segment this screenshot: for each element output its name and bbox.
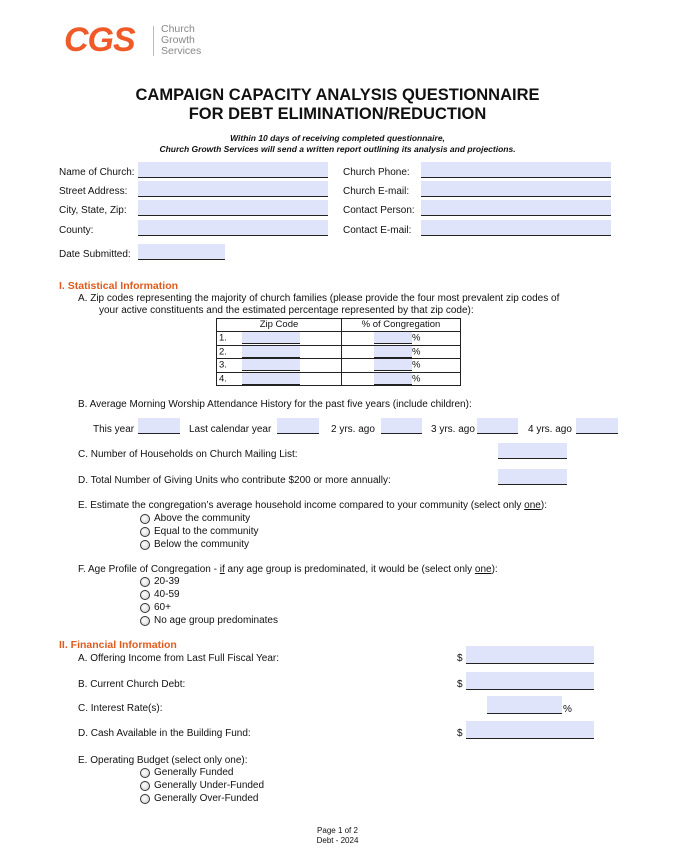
percent-sign-c: % — [563, 704, 572, 715]
pct-sign: % — [412, 373, 421, 385]
contact-email-label: Contact E-mail: — [343, 225, 412, 236]
zip-field-2[interactable] — [242, 346, 300, 358]
question-1f-one: one — [474, 564, 492, 575]
pct-field-1[interactable] — [374, 332, 412, 344]
two-years-label: 2 yrs. ago — [331, 424, 375, 435]
zip-cell — [217, 332, 342, 346]
document-code: Debt - 2024 — [316, 836, 359, 845]
table-row — [217, 359, 461, 373]
dollar-sign-b: $ — [457, 679, 463, 690]
last-year-field[interactable] — [277, 418, 319, 434]
dollar-sign-d: $ — [457, 728, 463, 739]
zip-code-table — [216, 318, 461, 386]
church-name-field[interactable] — [138, 162, 328, 178]
question-2d-label: D. Cash Available in the Building Fund: — [78, 728, 251, 739]
phone-field[interactable] — [421, 162, 611, 178]
logo-divider — [153, 26, 154, 56]
four-years-field[interactable] — [576, 418, 618, 434]
budget-funded-radio[interactable] — [140, 768, 150, 778]
income-equal-radio[interactable] — [140, 527, 150, 537]
giving-units-field[interactable] — [498, 469, 567, 485]
city-label: City, State, Zip: — [59, 205, 127, 216]
budget-over-label: Generally Over-Funded — [154, 793, 259, 804]
page-footer — [0, 826, 675, 846]
zip-field-3[interactable] — [242, 359, 300, 371]
pct-field-2[interactable] — [374, 346, 412, 358]
title-line-1: CAMPAIGN CAPACITY ANALYSIS QUESTIONNAIRE — [135, 86, 540, 104]
zip-cell — [217, 345, 342, 359]
age-20-39-radio[interactable] — [140, 577, 150, 587]
logo-text-3: Services — [161, 45, 202, 57]
table-row — [217, 345, 461, 359]
pct-sign: % — [412, 359, 421, 371]
last-year-label: Last calendar year — [189, 424, 272, 435]
email-field[interactable] — [421, 181, 611, 197]
county-field[interactable] — [138, 220, 328, 236]
email-label: Church E-mail: — [343, 186, 410, 197]
income-equal-label: Equal to the community — [154, 526, 259, 537]
question-2a-label: A. Offering Income from Last Full Fiscal Year: — [78, 653, 280, 664]
age-none-radio[interactable] — [140, 616, 150, 626]
age-60-plus-radio[interactable] — [140, 603, 150, 613]
age-40-59-label: 40-59 — [154, 589, 180, 600]
question-2c-label: C. Interest Rate(s): — [78, 703, 163, 714]
street-label: Street Address: — [59, 186, 128, 197]
budget-funded-label: Generally Funded — [154, 767, 234, 778]
interest-rate-field[interactable] — [487, 696, 562, 714]
intro-line-2: Church Growth Services will send a written report outlining its analysis and projections. — [159, 144, 516, 154]
zip-table-header — [217, 319, 461, 332]
four-years-label: 4 yrs. ago — [528, 424, 572, 435]
age-none-label: No age group predominates — [154, 615, 278, 626]
dollar-sign-a: $ — [457, 653, 463, 664]
zip-col-header: Zip Code — [217, 319, 342, 332]
pct-field-4[interactable] — [374, 373, 412, 385]
county-label: County: — [59, 225, 94, 236]
city-field[interactable] — [138, 200, 328, 216]
page-title — [0, 86, 675, 124]
contact-person-label: Contact Person: — [343, 205, 415, 216]
income-below-radio[interactable] — [140, 540, 150, 550]
question-1b-label: B. Average Morning Worship Attendance History for the past five years (include children): — [78, 399, 472, 410]
pct-cell — [342, 345, 461, 359]
logo-text-2: Growth — [161, 34, 195, 46]
zip-cell — [217, 372, 342, 386]
contact-email-field[interactable] — [421, 220, 611, 236]
this-year-field[interactable] — [138, 418, 180, 434]
logo-mark: CGS — [64, 21, 135, 59]
section-2-heading: II. Financial Information — [59, 639, 177, 651]
section-1-heading: I. Statistical Information — [59, 280, 179, 292]
pct-sign: % — [412, 346, 421, 358]
pct-field-3[interactable] — [374, 359, 412, 371]
contact-person-field[interactable] — [421, 200, 611, 216]
question-2b-label: B. Current Church Debt: — [78, 679, 186, 690]
street-field[interactable] — [138, 181, 328, 197]
row-number: 1. — [219, 332, 227, 344]
table-row — [217, 372, 461, 386]
age-60-plus-label: 60+ — [154, 602, 171, 613]
age-20-39-label: 20-39 — [154, 576, 180, 587]
row-number: 4. — [219, 373, 227, 385]
question-1f-mid: any age group is predominated, it would be (select only — [224, 564, 475, 575]
table-row — [217, 332, 461, 346]
question-1f-label — [78, 564, 498, 576]
row-number: 3. — [219, 359, 227, 371]
question-1a-line-1: A. Zip codes representing the majority of church families (please provide the four most prevalent zip codes of — [78, 293, 560, 304]
row-number: 2. — [219, 346, 227, 358]
budget-under-label: Generally Under-Funded — [154, 780, 265, 791]
income-above-radio[interactable] — [140, 514, 150, 524]
phone-label: Church Phone: — [343, 167, 410, 178]
households-field[interactable] — [498, 443, 567, 459]
pct-col-header: % of Congregation — [342, 319, 461, 332]
question-1f-text: F. Age Profile of Congregation - — [78, 564, 220, 575]
question-1e-end: ): — [540, 500, 547, 511]
church-name-label: Name of Church: — [59, 167, 135, 178]
question-1a-line-2: your active constituents and the estimated percentage represented by that zip code): — [99, 305, 474, 316]
budget-under-radio[interactable] — [140, 781, 150, 791]
question-1e-text: E. Estimate the congregation’s average household income compared to your community (select only — [78, 500, 525, 511]
question-1c-label: C. Number of Households on Church Mailing List: — [78, 449, 298, 460]
three-years-label: 3 yrs. ago — [431, 424, 475, 435]
pct-sign: % — [412, 332, 421, 344]
income-above-label: Above the community — [154, 513, 251, 524]
question-1f-end: ): — [491, 564, 498, 575]
intro-line-1: Within 10 days of receiving completed questionnaire, — [230, 133, 445, 143]
two-years-field[interactable] — [381, 418, 422, 434]
title-line-2: FOR DEBT ELIMINATION/REDUCTION — [188, 105, 487, 123]
building-fund-field[interactable] — [466, 721, 594, 739]
question-1d-label: D. Total Number of Giving Units who contribute $200 or more annually: — [78, 475, 391, 486]
zip-field-1[interactable] — [242, 332, 300, 344]
question-2e-label: E. Operating Budget (select only one): — [78, 755, 248, 766]
church-debt-field[interactable] — [466, 672, 594, 690]
question-1e-one: one — [524, 500, 541, 511]
question-1e-label — [78, 500, 547, 512]
pct-cell — [342, 359, 461, 373]
logo-text-1: Church — [161, 23, 195, 35]
zip-field-4[interactable] — [242, 373, 300, 385]
income-below-label: Below the community — [154, 539, 250, 550]
question-1f-if: if — [219, 564, 225, 575]
date-label: Date Submitted: — [59, 249, 131, 260]
zip-cell — [217, 359, 342, 373]
pct-cell — [342, 372, 461, 386]
date-field[interactable] — [138, 244, 225, 260]
three-years-field[interactable] — [477, 418, 518, 434]
offering-income-field[interactable] — [466, 646, 594, 664]
page-number: Page 1 of 2 — [317, 826, 358, 835]
budget-over-radio[interactable] — [140, 794, 150, 804]
age-40-59-radio[interactable] — [140, 590, 150, 600]
intro-text — [0, 133, 675, 155]
pct-cell — [342, 332, 461, 346]
this-year-label: This year — [93, 424, 135, 435]
